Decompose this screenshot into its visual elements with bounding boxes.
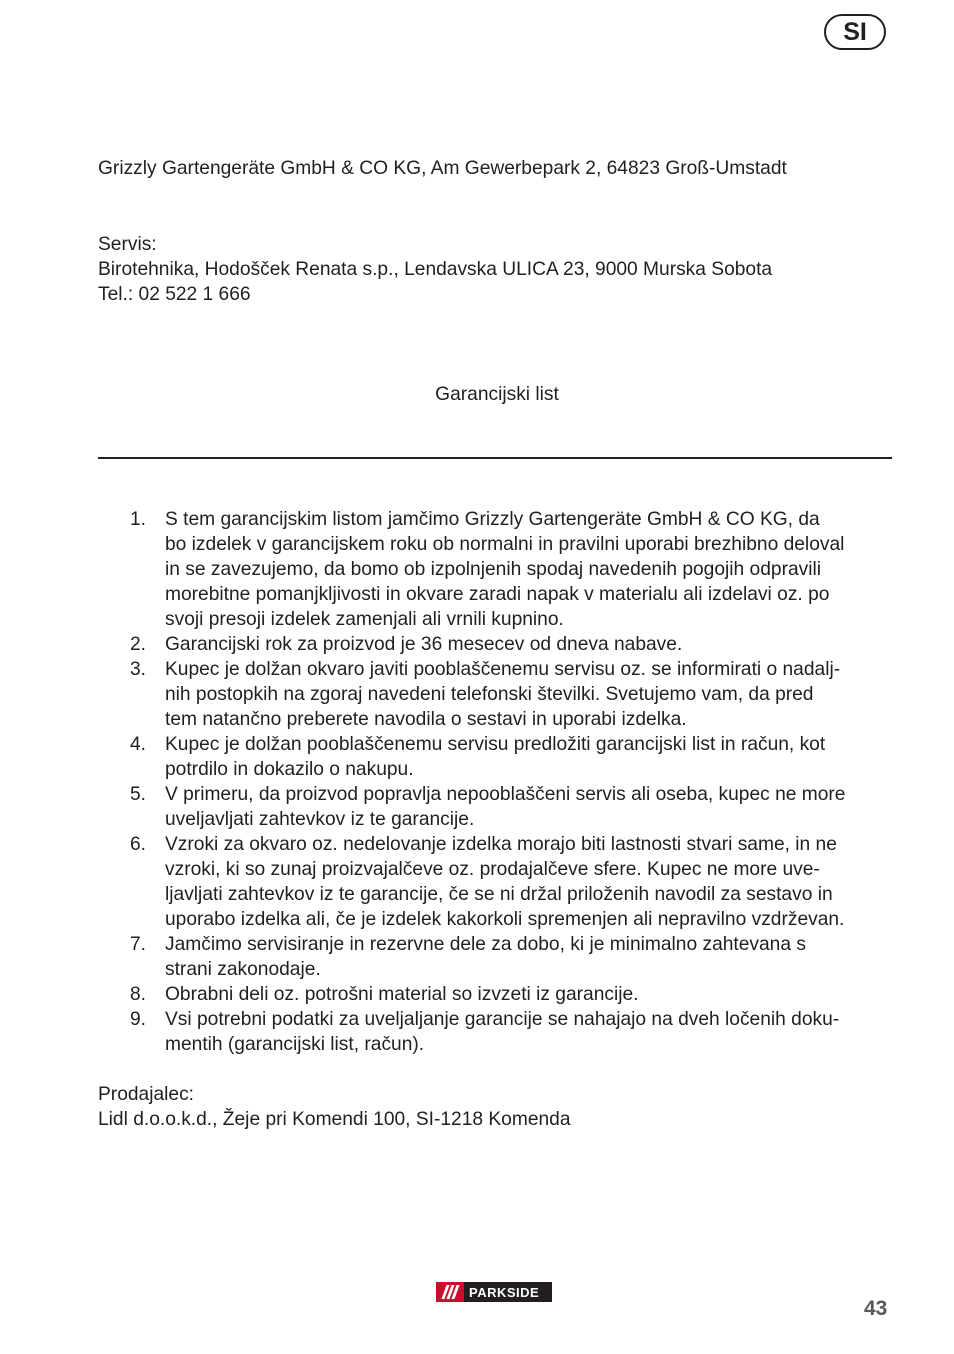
item-text-line: vzroki, ki so zunaj proizvajalčeve oz. prodajalčeve sfere. Kupec ne more uve-: [165, 859, 820, 880]
item-text-line: Kupec je dolžan pooblaščenemu servisu predložiti garancijski list in račun, kot: [165, 734, 826, 755]
item-text-line: Obrabni deli oz. potrošni material so izvzeti iz garancije.: [165, 984, 639, 1005]
item-number: 4.: [129, 734, 146, 755]
service-label: Servis:: [98, 234, 157, 255]
item-text-line: S tem garancijskim listom jamčimo Grizzly Gartengeräte GmbH & CO KG, da: [165, 509, 820, 530]
item-text-line: in se zavezujemo, da bomo ob izpolnjenih spodaj navedenih pogojih odpravili: [165, 559, 822, 580]
service-address: Birotehnika, Hodošček Renata s.p., Lendavska ULICA 23, 9000 Murska Sobota: [98, 259, 773, 280]
item-text-line: nih postopkih na zgoraj navedeni telefonski številki. Svetujemo vam, da pred: [165, 684, 814, 705]
item-text-line: uveljavljati zahtevkov iz te garancije.: [165, 809, 475, 830]
item-number: 1.: [129, 509, 146, 530]
item-text-line: tem natančno preberete navodila o sestavi in uporabi izdelka.: [165, 709, 687, 730]
list-item: [98, 1007, 898, 1057]
item-text-line: potrdilo in dokazilo o nakupu.: [165, 759, 414, 780]
item-number: 5.: [129, 784, 146, 805]
item-text-line: Vzroki za okvaro oz. nedelovanje izdelka morajo biti lastnosti stvari same, in ne: [165, 834, 837, 855]
warranty-terms-list: [98, 507, 898, 1057]
item-text-line: Vsi potrebni podatki za uveljaljanje garancije se nahajajo na dveh ločenih doku-: [165, 1009, 840, 1030]
item-number: 8.: [129, 984, 146, 1005]
item-number: 7.: [129, 934, 146, 955]
manufacturer-address: Grizzly Gartengeräte GmbH & CO KG, Am Gewerbepark 2, 64823 Groß-Umstadt: [98, 158, 787, 179]
item-number: 6.: [129, 834, 146, 855]
item-text-line: morebitne pomanjkljivosti in okvare zaradi napak v materialu ali izdelavi oz. po: [165, 584, 830, 605]
list-item: [98, 782, 898, 832]
item-number: 9.: [129, 1009, 146, 1030]
list-item: [98, 657, 898, 732]
parkside-logo: [436, 1282, 552, 1302]
item-text-line: Jamčimo servisiranje in rezervne dele za dobo, ki je minimalno zahtevana s: [165, 934, 806, 955]
language-badge: [824, 14, 886, 50]
logo-stripes-icon: [436, 1282, 464, 1302]
list-item: [98, 732, 898, 782]
item-text-line: V primeru, da proizvod popravlja nepooblaščeni servis ali oseba, kupec ne more: [165, 784, 846, 805]
page-title: Garancijski list: [435, 384, 559, 405]
item-text-line: uporabo izdelka ali, če je izdelek kakorkoli spremenjen ali nepravilno vzdrževan.: [165, 909, 845, 930]
item-text-line: Kupec je dolžan okvaro javiti pooblaščenemu servisu oz. se informirati o nadalj-: [165, 659, 841, 680]
divider: [98, 457, 892, 459]
seller-address: Lidl d.o.o.k.d., Žeje pri Komendi 100, SI-1218 Komenda: [98, 1109, 571, 1130]
page-number: 43: [864, 1297, 888, 1320]
item-text-line: bo izdelek v garancijskem roku ob normalni in pravilni uporabi brezhibno deloval: [165, 534, 845, 555]
item-number: 2.: [129, 634, 146, 655]
list-item: [98, 982, 898, 1007]
item-text-line: mentih (garancijski list, račun).: [165, 1034, 425, 1055]
item-text-line: strani zakonodaje.: [165, 959, 321, 980]
logo-text: PARKSIDE: [469, 1284, 540, 1300]
list-item: [98, 632, 898, 657]
list-item: [98, 832, 898, 932]
language-code: SI: [843, 17, 867, 46]
list-item: [98, 507, 898, 632]
item-text-line: Garancijski rok za proizvod je 36 mesecev od dneva nabave.: [165, 634, 683, 655]
list-item: [98, 932, 898, 982]
item-text-line: ljavljati zahtevkov iz te garancije, če se ni držal priloženih navodil za sestavo in: [165, 884, 833, 905]
service-phone: Tel.: 02 522 1 666: [98, 284, 251, 305]
item-number: 3.: [129, 659, 146, 680]
seller-label: Prodajalec:: [98, 1084, 194, 1105]
item-text-line: svoji presoji izdelek zamenjali ali vrnili kupnino.: [165, 609, 564, 630]
